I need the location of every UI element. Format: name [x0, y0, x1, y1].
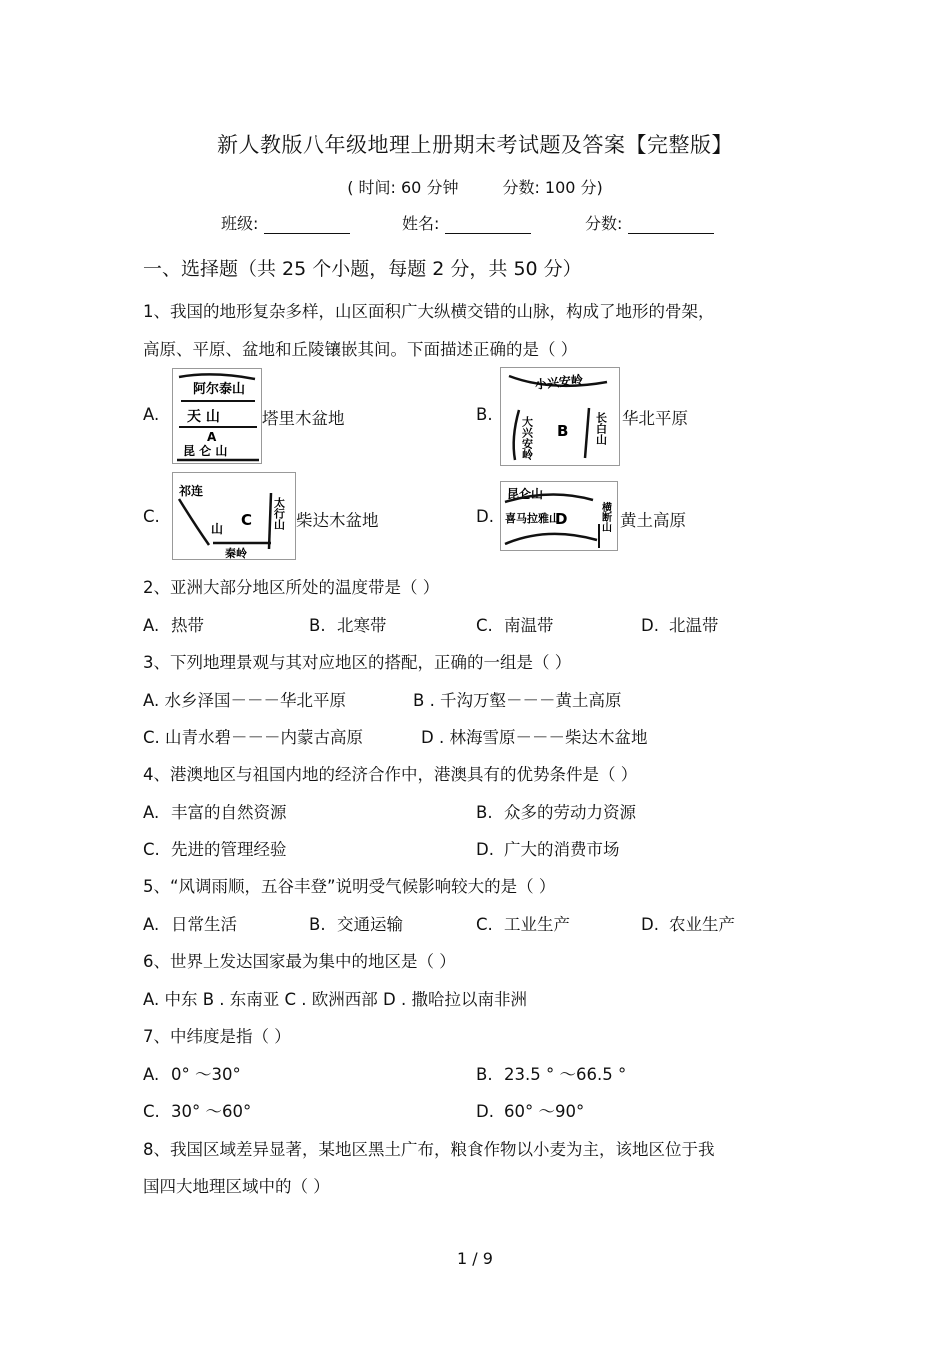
q6-stem: 6、世界上发达国家最为集中的地区是（ ）: [143, 952, 456, 971]
q5-option-d: D. 农业生产: [641, 915, 735, 934]
map-c-label-5: 秦岭: [225, 547, 247, 559]
score-field[interactable]: [585, 211, 714, 234]
section-heading: 一、选择题（共 25 个小题，每题 2 分，共 50 分）: [143, 258, 582, 280]
exam-score: 分数: 100 分): [502, 178, 603, 197]
q7-stem: 7、中纬度是指（ ）: [143, 1027, 291, 1046]
q3-option-b: B . 千沟万壑－－－黄土高原: [413, 691, 622, 710]
q3-option-d: D . 林海雪原－－－柴达木盆地: [421, 728, 648, 747]
q4-option-d: D. 广大的消费市场: [476, 840, 620, 859]
map-c-label-3: C: [241, 511, 253, 529]
q2-option-d: D. 北温带: [641, 616, 719, 635]
q3-stem: 3、下列地理景观与其对应地区的搭配，正确的一组是（ ）: [143, 653, 572, 672]
page-number: 1 / 9: [457, 1249, 493, 1268]
q1-option-b-letter: B.: [476, 405, 493, 424]
name-blank[interactable]: [445, 219, 531, 234]
q1-map-b: [500, 367, 620, 466]
q2-option-a: A. 热带: [143, 616, 204, 635]
q4-option-b: B. 众多的劳动力资源: [476, 803, 636, 822]
q4-stem: 4、港澳地区与祖国内地的经济合作中，港澳具有的优势条件是（ ）: [143, 765, 638, 784]
q1-map-c: [172, 472, 296, 560]
map-c-label-2: 山: [211, 522, 224, 536]
map-b-label-4: 长白山: [594, 412, 608, 445]
q2-option-b: B. 北寒带: [309, 616, 387, 635]
map-b-label-3: B: [557, 422, 569, 440]
map-b-label-1: 小兴安岭: [534, 372, 584, 392]
map-d-label-1: 昆仑山: [507, 487, 544, 501]
q2-option-c: C. 南温带: [476, 616, 554, 635]
map-c-label-1: 祁连: [179, 484, 204, 498]
map-b-label-2: 大兴安岭: [520, 416, 534, 460]
class-field[interactable]: [221, 211, 350, 234]
q4-option-a: A. 丰富的自然资源: [143, 803, 287, 822]
q2-stem: 2、亚洲大部分地区所处的温度带是（ ）: [143, 578, 440, 597]
exam-info: [0, 175, 950, 198]
q7-option-b: B. 23.5 ° ～66.5 °: [476, 1065, 627, 1084]
q1-map-d: [500, 481, 618, 551]
class-label: 班级:: [221, 214, 259, 233]
q1-option-c-letter: C.: [143, 507, 160, 526]
page-title: 新人教版八年级地理上册期末考试题及答案【完整版】: [217, 133, 733, 157]
map-a-label-4: 昆 仑 山: [183, 444, 228, 458]
q1-option-c-text: 柴达木盆地: [296, 511, 379, 530]
q3-option-c: C. 山青水碧－－－内蒙古高原: [143, 728, 364, 747]
map-d-label-3: 喜马拉雅山: [505, 512, 560, 525]
q1-option-a-letter: A.: [143, 405, 160, 424]
q1-option-b-text: 华北平原: [622, 409, 688, 428]
score-blank[interactable]: [628, 219, 714, 234]
q5-stem: 5、“风调雨顺，五谷丰登”说明受气候影响较大的是（ ）: [143, 877, 556, 896]
q1-option-d-text: 黄土高原: [620, 511, 686, 530]
score-label: 分数:: [585, 214, 623, 233]
map-a-label-1: 阿尔泰山: [193, 382, 246, 397]
name-label: 姓名:: [402, 214, 440, 233]
q3-option-a: A. 水乡泽国－－－华北平原: [143, 691, 346, 710]
q1-option-d-letter: D.: [476, 507, 494, 526]
q5-option-a: A. 日常生活: [143, 915, 237, 934]
map-d-label-2: D: [555, 510, 568, 528]
q7-option-d: D. 60° ～90°: [476, 1102, 585, 1121]
q4-option-c: C. 先进的管理经验: [143, 840, 287, 859]
map-c-label-4: 太行山: [272, 497, 286, 530]
class-blank[interactable]: [264, 219, 350, 234]
name-field[interactable]: [402, 211, 531, 234]
map-a-label-2: 天 山: [187, 409, 220, 425]
q1-stem-line1: 1、我国的地形复杂多样，山区面积广大纵横交错的山脉，构成了地形的骨架，: [143, 302, 715, 321]
q7-option-a: A. 0° ～30°: [143, 1065, 241, 1084]
q5-option-c: C. 工业生产: [476, 915, 570, 934]
q8-stem-line2: 国四大地理区域中的（ ）: [143, 1177, 330, 1196]
q5-option-b: B. 交通运输: [309, 915, 403, 934]
q6-options: A. 中东 B . 东南亚 C . 欧洲西部 D . 撒哈拉以南非洲: [143, 990, 527, 1009]
q1-stem-line2: 高原、平原、盆地和丘陵镶嵌其间。下面描述正确的是（ ）: [143, 340, 578, 359]
q1-option-a-text: 塔里木盆地: [262, 409, 345, 428]
q1-map-a: [172, 368, 262, 464]
map-a-label-3: A: [207, 430, 217, 444]
q7-option-c: C. 30° ～60°: [143, 1102, 252, 1121]
map-d-label-4: 横断山: [599, 502, 611, 532]
exam-time: ( 时间: 60 分钟: [347, 178, 459, 197]
q8-stem-line1: 8、我国区域差异显著，某地区黑土广布，粮食作物以小麦为主，该地区位于我: [143, 1140, 715, 1159]
